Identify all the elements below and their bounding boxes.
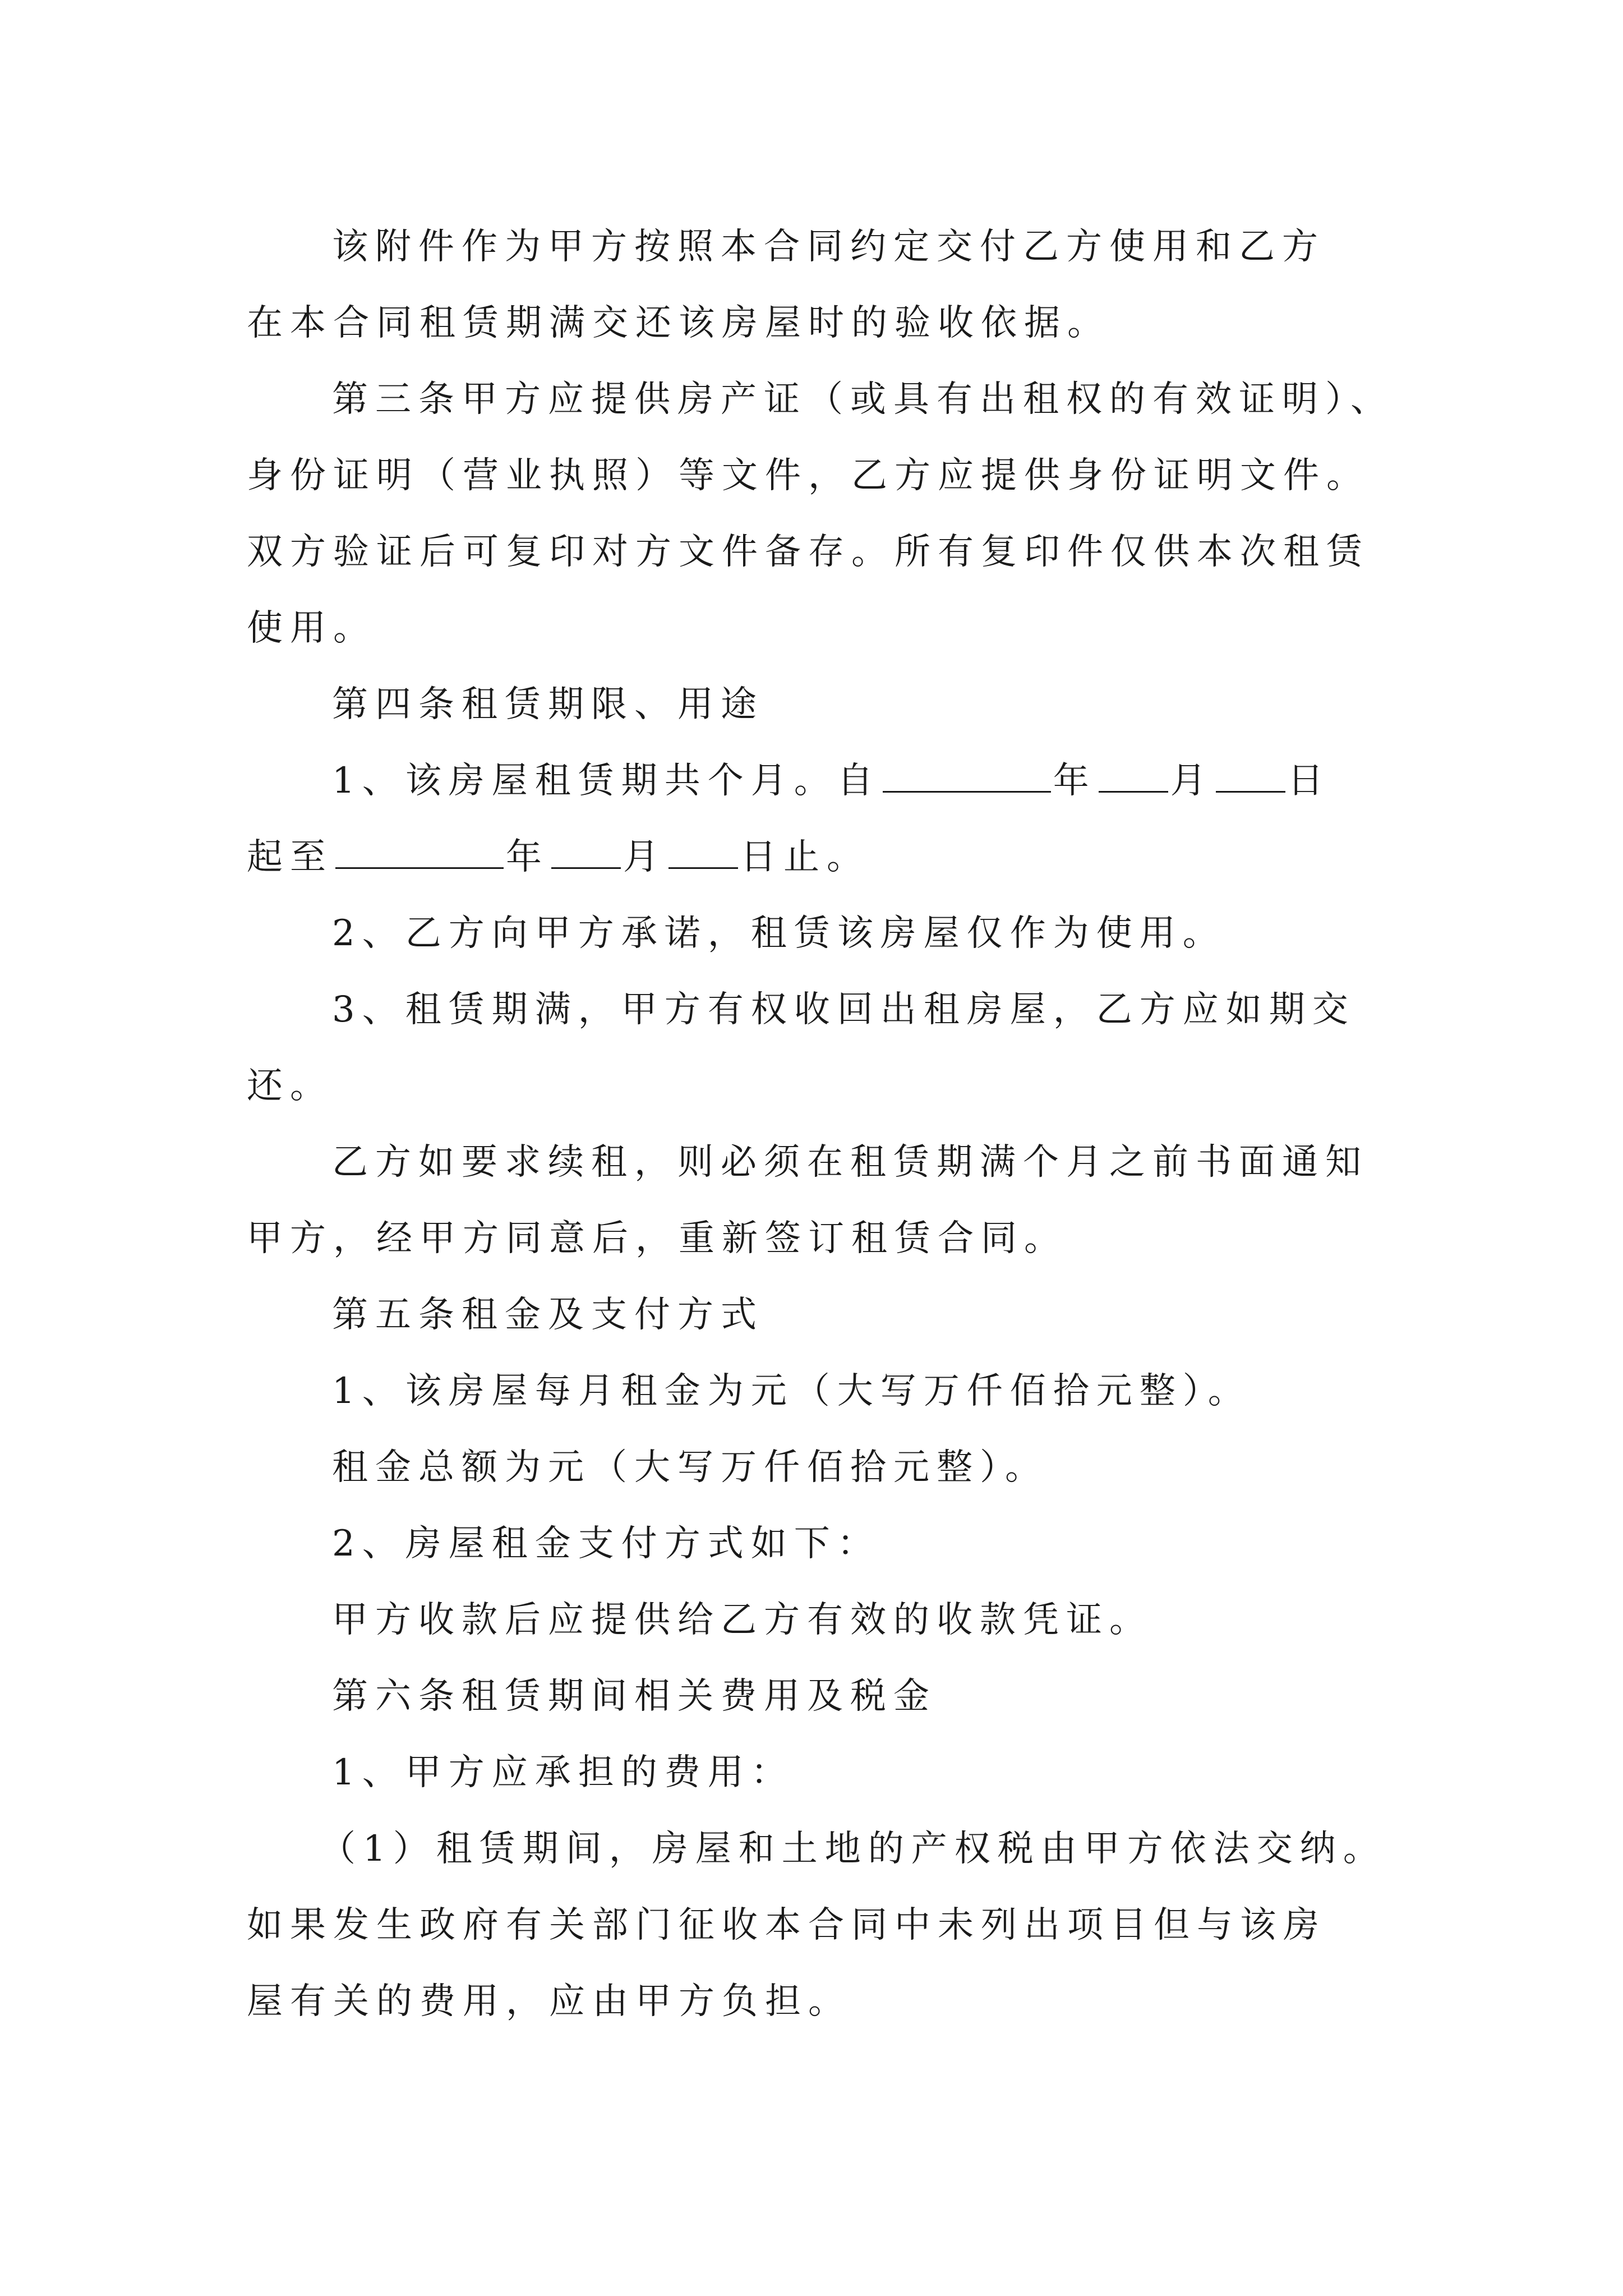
month-label: 月 bbox=[1170, 760, 1214, 802]
start-month-blank[interactable] bbox=[1099, 760, 1168, 793]
article-3-line: 第三条甲方应提供房产证（或具有出租权的有效证明）、 bbox=[332, 379, 1394, 420]
lease-term-line bbox=[247, 743, 1402, 819]
day-label: 日 bbox=[1287, 760, 1331, 802]
article-4-heading: 第四条租赁期限、用途 bbox=[332, 684, 764, 725]
paragraph-line: （1）租赁期间，房屋和土地的产权税由甲方依法交纳。 bbox=[320, 1828, 1386, 1870]
paragraph-line: 1、甲方应承担的费用： bbox=[332, 1752, 794, 1793]
paragraph-line: 乙方如要求续租，则必须在租赁期满个月之前书面通知 bbox=[332, 1142, 1368, 1183]
lease-term-prefix-2: 起至 bbox=[247, 836, 333, 878]
document-body bbox=[247, 209, 1402, 2040]
paragraph-line: 如果发生政府有关部门征收本合同中未列出项目但与该房 bbox=[247, 1904, 1326, 1946]
paragraph-line: 屋有关的费用，应由甲方负担。 bbox=[247, 1981, 851, 2022]
end-day-blank[interactable] bbox=[668, 836, 738, 869]
paragraph-line: 甲方收款后应提供给乙方有效的收款凭证。 bbox=[332, 1599, 1152, 1641]
end-year-blank[interactable] bbox=[335, 836, 504, 869]
paragraph-line: 3、租赁期满，甲方有权收回出租房屋，乙方应如期交 bbox=[332, 989, 1355, 1030]
article-6-heading: 第六条租赁期间相关费用及税金 bbox=[332, 1676, 937, 1717]
paragraph-line: 2、房屋租金支付方式如下： bbox=[332, 1523, 880, 1565]
paragraph-line: 租金总额为元（大写万仟佰拾元整）。 bbox=[332, 1447, 1048, 1488]
article-5-heading: 第五条租金及支付方式 bbox=[332, 1294, 764, 1336]
paragraph-line: 还。 bbox=[247, 1065, 333, 1107]
paragraph-line: 2、乙方向甲方承诺，租赁该房屋仅作为使用。 bbox=[332, 913, 1226, 954]
lease-term-prefix: 1、该房屋租赁期共个月。自 bbox=[332, 760, 880, 802]
paragraph-line: 双方验证后可复印对方文件备存。所有复印件仅供本次租赁 bbox=[247, 531, 1370, 573]
lease-term-line-2 bbox=[247, 819, 1402, 895]
paragraph-line: 1、该房屋每月租金为元（大写万仟佰拾元整）。 bbox=[332, 1370, 1251, 1412]
day-end-label: 日止。 bbox=[740, 836, 870, 878]
paragraph-line: 该附件作为甲方按照本合同约定交付乙方使用和乙方 bbox=[332, 226, 1325, 268]
year-label: 年 bbox=[506, 836, 549, 878]
paragraph-line: 甲方，经甲方同意后，重新签订租赁合同。 bbox=[247, 1218, 1067, 1259]
paragraph-line: 使用。 bbox=[247, 608, 376, 649]
paragraph-line: 身份证明（营业执照）等文件，乙方应提供身份证明文件。 bbox=[247, 455, 1370, 496]
paragraph-line: 在本合同租赁期满交还该房屋时的验收依据。 bbox=[247, 302, 1110, 344]
end-month-blank[interactable] bbox=[551, 836, 621, 869]
year-label: 年 bbox=[1053, 760, 1096, 802]
month-label: 月 bbox=[623, 836, 666, 878]
start-day-blank[interactable] bbox=[1216, 760, 1285, 793]
start-year-blank[interactable] bbox=[883, 760, 1051, 793]
